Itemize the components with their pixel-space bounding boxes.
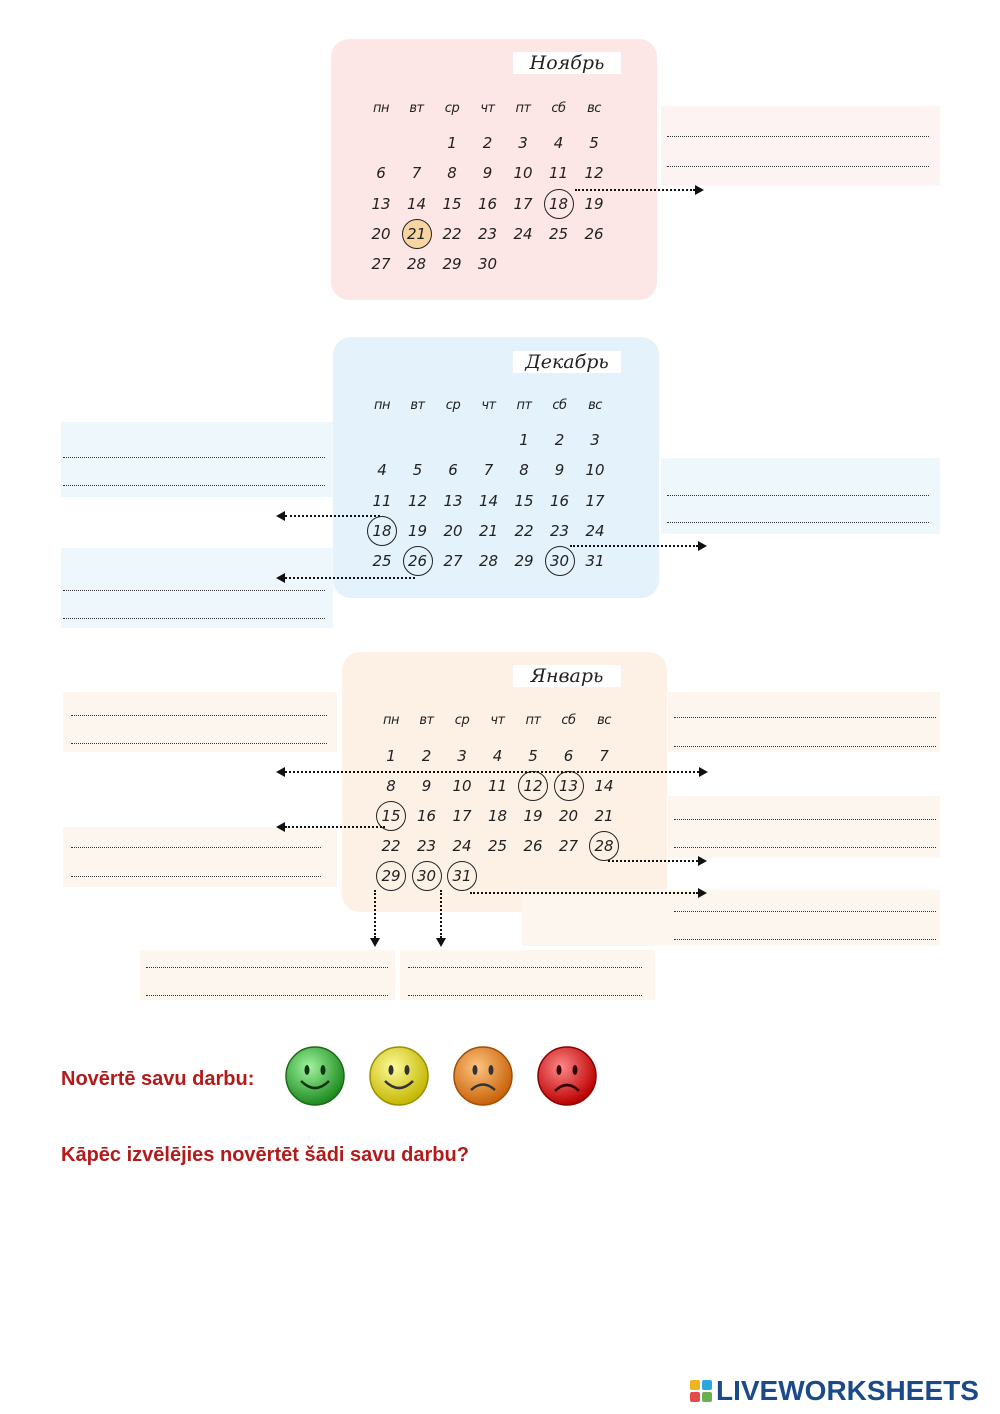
- day-cell: 9: [482, 164, 493, 183]
- day-cell: 10: [513, 164, 533, 183]
- answer-line: [408, 967, 642, 968]
- answer-box-jan-31[interactable]: [522, 890, 940, 946]
- yellow-happy-face-icon[interactable]: [368, 1045, 430, 1107]
- day-cell: 30: [477, 255, 498, 274]
- weekday-header: ср: [454, 713, 470, 728]
- answer-box-dec-18[interactable]: [61, 422, 333, 497]
- arrow-line: [285, 577, 415, 579]
- answer-box-jan-15[interactable]: [63, 827, 337, 887]
- day-cell: 10: [452, 777, 472, 796]
- day-cell: 21: [594, 807, 614, 826]
- day-cell: 19: [407, 521, 428, 540]
- day-cell: 19: [584, 194, 604, 213]
- day-cell: 4: [492, 747, 503, 765]
- liveworksheets-logo-icon: [690, 1380, 712, 1402]
- weekday-header: пт: [515, 101, 531, 116]
- day-cell: 29: [514, 552, 534, 571]
- answer-line: [667, 136, 929, 137]
- day-cell: 14: [594, 777, 614, 796]
- day-cell: 28: [406, 255, 427, 274]
- weekday-header: сб: [561, 713, 576, 728]
- arrow-line: [575, 189, 695, 191]
- weekday-header: чт: [481, 398, 496, 413]
- rating-label: Novērtē savu darbu:: [61, 1068, 255, 1090]
- day-cell: 10: [585, 461, 605, 480]
- month-title: Декабрь: [513, 351, 621, 373]
- day-cell: 7: [599, 747, 609, 765]
- day-cell: 20: [443, 521, 463, 540]
- answer-line: [674, 847, 936, 848]
- day-cell: 17: [585, 491, 605, 510]
- arrow-right-icon: [695, 185, 704, 195]
- arrow-right-icon: [698, 541, 707, 551]
- day-cell: 2: [482, 134, 493, 152]
- arrow-line: [285, 515, 380, 517]
- day-cell: 13: [443, 491, 463, 510]
- day-cell: 17: [452, 807, 472, 826]
- day-cell: 28: [478, 552, 499, 571]
- day-cell: 23: [477, 224, 498, 243]
- day-cell: 14: [478, 491, 499, 510]
- day-cell: 24: [585, 521, 605, 540]
- day-cell: 19: [523, 807, 543, 826]
- weekday-header: чт: [480, 101, 495, 116]
- day-cell: 29: [442, 255, 462, 274]
- arrow-right-icon: [699, 767, 708, 777]
- answer-line: [674, 819, 936, 820]
- weekday-header: чт: [490, 713, 505, 728]
- arrow-line: [440, 890, 442, 938]
- answer-line: [71, 743, 327, 744]
- day-cell: 25: [372, 552, 392, 571]
- day-cell: 5: [528, 747, 538, 765]
- green-happy-face-icon[interactable]: [284, 1045, 346, 1107]
- day-cell: 28: [594, 837, 614, 856]
- day-cell: 26: [523, 837, 543, 856]
- answer-line: [63, 618, 325, 619]
- day-cell: 27: [558, 837, 579, 856]
- day-cell: 15: [381, 807, 401, 826]
- weekday-header: пн: [374, 398, 390, 413]
- answer-line: [667, 495, 929, 496]
- day-cell: 8: [386, 777, 396, 796]
- red-sad-face-icon[interactable]: [536, 1045, 598, 1107]
- day-cell: 2: [554, 431, 565, 449]
- day-cell: 24: [513, 224, 533, 243]
- answer-box-jan-29[interactable]: [140, 950, 395, 1000]
- day-cell: 27: [371, 255, 391, 274]
- day-cell: 12: [523, 777, 543, 796]
- day-cell: 25: [548, 224, 569, 243]
- day-cell: 20: [371, 224, 391, 243]
- answer-box-dec-30[interactable]: [661, 458, 940, 534]
- day-cell: 24: [452, 837, 472, 856]
- weekday-header: вт: [419, 713, 434, 728]
- answer-box-jan-13[interactable]: [668, 692, 940, 752]
- day-cell: 18: [487, 807, 508, 826]
- day-cell: 4: [377, 461, 387, 480]
- weekday-header: пт: [516, 398, 532, 413]
- weekday-header: пт: [525, 713, 541, 728]
- day-cell: 23: [416, 837, 437, 856]
- day-cell: 25: [487, 837, 508, 856]
- answer-line: [674, 939, 936, 940]
- day-cell: 15: [514, 491, 534, 510]
- day-cell: 18: [372, 521, 392, 540]
- day-cell: 26: [407, 552, 428, 571]
- arrow-left-icon: [276, 822, 285, 832]
- month-title: Ноябрь: [513, 52, 621, 74]
- answer-box-nov-18[interactable]: [661, 106, 940, 186]
- answer-line: [71, 715, 327, 716]
- arrow-line: [285, 771, 699, 773]
- answer-line: [146, 967, 388, 968]
- day-cell: 3: [518, 134, 528, 152]
- day-cell: 11: [487, 777, 508, 796]
- answer-line: [674, 717, 936, 718]
- answer-box-jan-30[interactable]: [400, 950, 655, 1000]
- answer-line: [71, 876, 321, 877]
- day-cell: 13: [371, 194, 391, 213]
- day-cell: 12: [584, 164, 604, 183]
- day-cell: 30: [549, 552, 570, 571]
- weekday-header: ср: [444, 101, 460, 116]
- day-cell: 3: [590, 431, 600, 449]
- answer-line: [674, 746, 936, 747]
- answer-box-dec-26[interactable]: [61, 548, 333, 628]
- arrow-down-icon: [370, 938, 380, 947]
- day-cell: 5: [412, 461, 423, 480]
- day-cell: 9: [554, 461, 565, 480]
- answer-line: [63, 457, 325, 458]
- day-cell: 16: [416, 807, 437, 826]
- answer-line: [71, 847, 321, 848]
- answer-line: [63, 485, 325, 486]
- question-text: Kāpēc izvēlējies novērtēt šādi savu darbu?: [61, 1144, 469, 1166]
- liveworksheets-logo: [690, 1376, 979, 1406]
- arrow-line: [570, 545, 698, 547]
- day-cell: 11: [548, 164, 569, 183]
- arrow-left-icon: [276, 767, 285, 777]
- answer-line: [667, 166, 929, 167]
- day-cell: 22: [381, 837, 401, 856]
- day-cell: 6: [376, 164, 386, 183]
- day-cell: 21: [478, 521, 499, 540]
- day-cell: 29: [381, 867, 401, 886]
- day-cell: 31: [452, 867, 472, 886]
- weekday-header: пн: [383, 713, 399, 728]
- day-cell: 11: [372, 491, 392, 510]
- answer-line: [408, 995, 642, 996]
- weekday-header: вс: [587, 101, 601, 116]
- day-cell: 1: [386, 747, 396, 765]
- answer-line: [667, 522, 929, 523]
- day-cell: 12: [407, 491, 428, 510]
- day-cell: 16: [477, 194, 498, 213]
- day-cell: 6: [563, 747, 574, 765]
- day-cell: 20: [558, 807, 579, 826]
- day-cell: 5: [589, 134, 599, 152]
- day-cell: 31: [585, 552, 605, 571]
- arrow-line: [285, 826, 385, 828]
- day-cell: 1: [447, 134, 457, 152]
- day-cell: 7: [411, 164, 422, 183]
- day-cell: 23: [549, 521, 570, 540]
- arrow-right-icon: [698, 856, 707, 866]
- day-cell: 22: [514, 521, 534, 540]
- arrow-left-icon: [276, 511, 285, 521]
- answer-line: [674, 911, 936, 912]
- arrow-left-icon: [276, 573, 285, 583]
- day-cell: 27: [443, 552, 463, 571]
- weekday-header: вт: [409, 101, 424, 116]
- day-cell: 1: [519, 431, 529, 449]
- weekday-header: вс: [588, 398, 602, 413]
- day-cell: 8: [519, 461, 529, 480]
- weekday-header: вс: [597, 713, 611, 728]
- weekday-header: пн: [373, 101, 389, 116]
- arrow-line: [470, 892, 698, 894]
- day-cell: 13: [558, 777, 579, 796]
- weekday-header: сб: [551, 101, 566, 116]
- answer-box-jan-28[interactable]: [668, 796, 940, 858]
- answer-line: [63, 590, 325, 591]
- day-cell: 8: [447, 164, 457, 183]
- month-title: Январь: [513, 665, 621, 687]
- day-cell: 17: [513, 194, 533, 213]
- answer-line: [146, 995, 388, 996]
- answer-box-jan-12[interactable]: [63, 692, 337, 752]
- day-cell: 21: [406, 224, 427, 243]
- arrow-line: [374, 890, 376, 938]
- day-cell: 7: [483, 461, 494, 480]
- weekday-header: ср: [445, 398, 461, 413]
- brand-name: LIVEWORKSHEETS: [716, 1375, 979, 1406]
- weekday-header: сб: [552, 398, 567, 413]
- day-cell: 6: [448, 461, 458, 480]
- day-cell: 18: [548, 194, 569, 213]
- arrow-right-icon: [698, 888, 707, 898]
- day-cell: 30: [416, 867, 437, 886]
- day-cell: 4: [553, 134, 564, 152]
- arrow-line: [608, 860, 698, 862]
- day-cell: 15: [442, 194, 462, 213]
- weekday-header: вт: [410, 398, 425, 413]
- orange-sad-face-icon[interactable]: [452, 1045, 514, 1107]
- day-cell: 14: [406, 194, 427, 213]
- day-cell: 2: [421, 747, 432, 765]
- day-cell: 16: [549, 491, 570, 510]
- day-cell: 22: [442, 224, 462, 243]
- day-cell: 26: [584, 224, 604, 243]
- arrow-down-icon: [436, 938, 446, 947]
- day-cell: 3: [457, 747, 467, 765]
- day-cell: 9: [421, 777, 432, 796]
